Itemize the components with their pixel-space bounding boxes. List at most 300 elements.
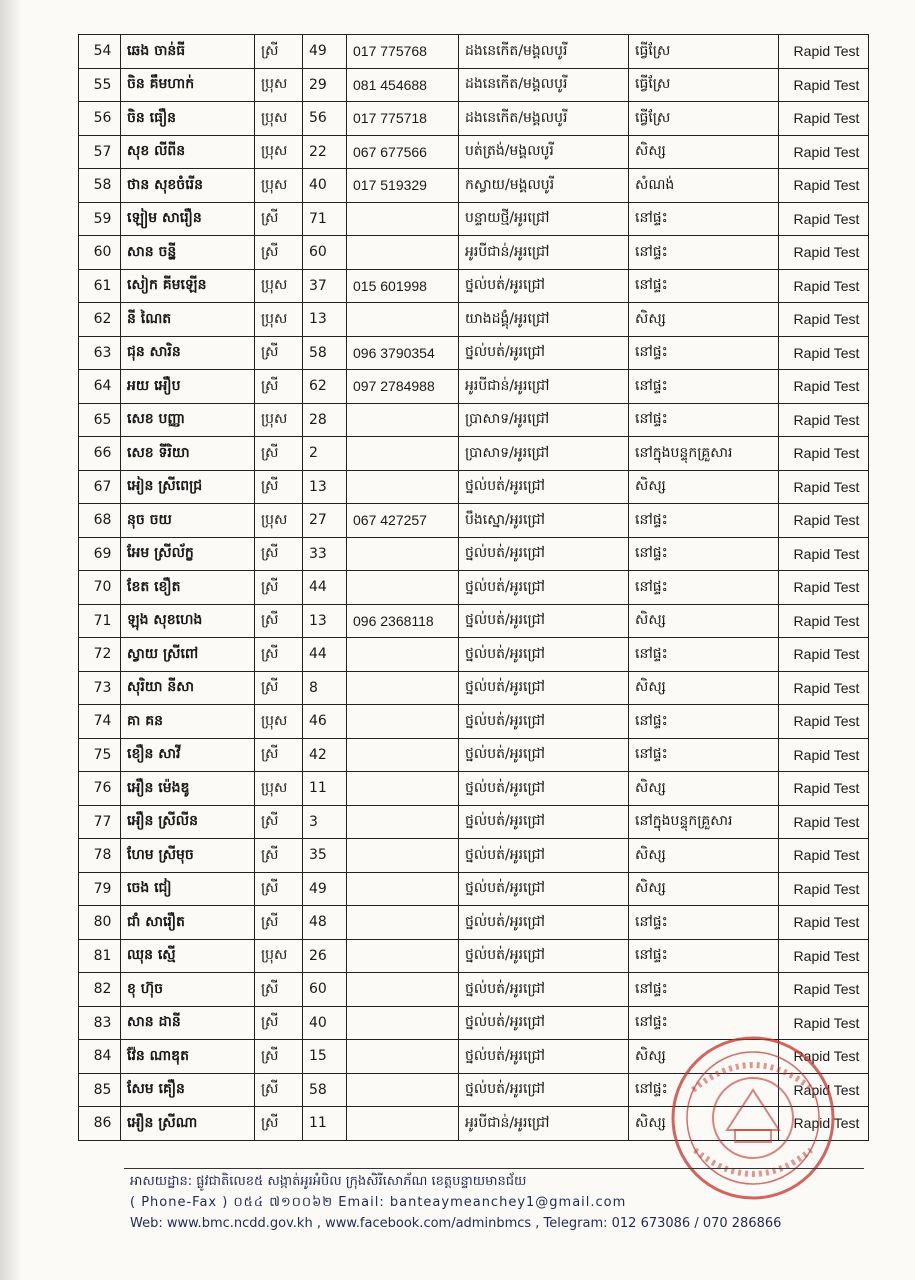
sex-cell: ស្រី bbox=[255, 1107, 303, 1141]
person-name: សាន ដានី bbox=[121, 1006, 255, 1040]
occupation-cell: សិស្ស bbox=[629, 1107, 779, 1141]
test-type-cell: Rapid Test bbox=[779, 805, 869, 839]
age-cell: 62 bbox=[303, 370, 347, 404]
address-cell: ថ្នល់បត់/អូរជ្រៅ bbox=[459, 571, 629, 605]
phone-cell: 067 677566 bbox=[347, 135, 459, 169]
person-name: សេខ ទីរិយា bbox=[121, 437, 255, 471]
test-type-cell: Rapid Test bbox=[779, 671, 869, 705]
table-row bbox=[79, 35, 869, 69]
person-name: ចេង ជៀ bbox=[121, 872, 255, 906]
address-cell: ដងនេកើត/មង្គលបូរី bbox=[459, 68, 629, 102]
address-cell: ថ្នល់បត់/អូរជ្រៅ bbox=[459, 537, 629, 571]
test-type-cell: Rapid Test bbox=[779, 504, 869, 538]
person-name: ចិន គឹមហាក់ bbox=[121, 68, 255, 102]
test-type-cell: Rapid Test bbox=[779, 370, 869, 404]
test-type-cell: Rapid Test bbox=[779, 705, 869, 739]
sex-cell: ស្រី bbox=[255, 839, 303, 873]
footer-phone-email: ( Phone-Fax ) ០៥៤ ៧១០០៦២ Email: banteaymeanchey1@gmail.com bbox=[130, 1195, 627, 1210]
sex-cell: ស្រី bbox=[255, 336, 303, 370]
test-type-cell: Rapid Test bbox=[779, 537, 869, 571]
table-row bbox=[79, 1073, 869, 1107]
row-number: 70 bbox=[79, 571, 121, 605]
age-cell: 49 bbox=[303, 35, 347, 69]
test-type-cell: Rapid Test bbox=[779, 470, 869, 504]
age-cell: 2 bbox=[303, 437, 347, 471]
sex-cell: ស្រី bbox=[255, 1040, 303, 1074]
occupation-cell: នៅផ្ទះ bbox=[629, 504, 779, 538]
row-number: 72 bbox=[79, 638, 121, 672]
test-type-cell: Rapid Test bbox=[779, 336, 869, 370]
row-number: 55 bbox=[79, 68, 121, 102]
occupation-cell: នៅផ្ទះ bbox=[629, 403, 779, 437]
age-cell: 60 bbox=[303, 973, 347, 1007]
table-row bbox=[79, 169, 869, 203]
sex-cell: ស្រី bbox=[255, 1073, 303, 1107]
table-row bbox=[79, 872, 869, 906]
test-type-cell: Rapid Test bbox=[779, 1107, 869, 1141]
address-cell: យាងដង្គុំ/អូរជ្រៅ bbox=[459, 303, 629, 337]
sex-cell: ប្រុស bbox=[255, 269, 303, 303]
age-cell: 11 bbox=[303, 1107, 347, 1141]
person-name: នុច ចយ bbox=[121, 504, 255, 538]
row-number: 65 bbox=[79, 403, 121, 437]
sex-cell: ស្រី bbox=[255, 805, 303, 839]
age-cell: 49 bbox=[303, 872, 347, 906]
occupation-cell: នៅផ្ទះ bbox=[629, 571, 779, 605]
test-type-cell: Rapid Test bbox=[779, 1073, 869, 1107]
sex-cell: ស្រី bbox=[255, 571, 303, 605]
occupation-cell: សិស្ស bbox=[629, 604, 779, 638]
table-row bbox=[79, 504, 869, 538]
address-cell: អូរបីជាន់/អូរជ្រៅ bbox=[459, 236, 629, 270]
phone-cell bbox=[347, 839, 459, 873]
occupation-cell: នៅផ្ទះ bbox=[629, 202, 779, 236]
age-cell: 71 bbox=[303, 202, 347, 236]
address-cell: ប្រាសាទ/អូរជ្រៅ bbox=[459, 403, 629, 437]
test-type-cell: Rapid Test bbox=[779, 102, 869, 136]
phone-cell bbox=[347, 303, 459, 337]
address-cell: បត់ត្រង់/មង្គលបូរី bbox=[459, 135, 629, 169]
person-name: អឿន ស្រីលីន bbox=[121, 805, 255, 839]
phone-cell bbox=[347, 1107, 459, 1141]
age-cell: 33 bbox=[303, 537, 347, 571]
occupation-cell: នៅផ្ទះ bbox=[629, 370, 779, 404]
person-name: សៀក គីមឡើន bbox=[121, 269, 255, 303]
address-cell: ថ្នល់បត់/អូរជ្រៅ bbox=[459, 973, 629, 1007]
test-type-cell: Rapid Test bbox=[779, 738, 869, 772]
table-row bbox=[79, 202, 869, 236]
person-name: នី ណៃត bbox=[121, 303, 255, 337]
sex-cell: ស្រី bbox=[255, 872, 303, 906]
occupation-cell: នៅផ្ទះ bbox=[629, 638, 779, 672]
table-row bbox=[79, 671, 869, 705]
person-name: ស្វាយ ស្រីពៅ bbox=[121, 638, 255, 672]
age-cell: 58 bbox=[303, 1073, 347, 1107]
test-type-cell: Rapid Test bbox=[779, 1006, 869, 1040]
phone-cell: 017 519329 bbox=[347, 169, 459, 203]
age-cell: 42 bbox=[303, 738, 347, 772]
person-name: សុខ លីពីន bbox=[121, 135, 255, 169]
row-number: 80 bbox=[79, 906, 121, 940]
occupation-cell: នៅផ្ទះ bbox=[629, 269, 779, 303]
age-cell: 44 bbox=[303, 638, 347, 672]
phone-cell bbox=[347, 772, 459, 806]
sex-cell: ប្រុស bbox=[255, 504, 303, 538]
table-row bbox=[79, 303, 869, 337]
person-name: ខឿន សាវី bbox=[121, 738, 255, 772]
phone-cell bbox=[347, 973, 459, 1007]
phone-cell bbox=[347, 671, 459, 705]
row-number: 58 bbox=[79, 169, 121, 203]
table-row bbox=[79, 604, 869, 638]
age-cell: 15 bbox=[303, 1040, 347, 1074]
test-type-cell: Rapid Test bbox=[779, 269, 869, 303]
occupation-cell: នៅផ្ទះ bbox=[629, 1006, 779, 1040]
phone-cell: 096 2368118 bbox=[347, 604, 459, 638]
person-name: សាន ចន្ធ្នី bbox=[121, 236, 255, 270]
row-number: 85 bbox=[79, 1073, 121, 1107]
phone-cell bbox=[347, 403, 459, 437]
address-cell: បឹងស្នោ/អូរជ្រៅ bbox=[459, 504, 629, 538]
sex-cell: ប្រុស bbox=[255, 705, 303, 739]
occupation-cell: សិស្ស bbox=[629, 839, 779, 873]
phone-cell: 097 2784988 bbox=[347, 370, 459, 404]
age-cell: 27 bbox=[303, 504, 347, 538]
footer-address: អាសយដ្ឋាន: ផ្លូវជាតិលេខ៥ សង្កាត់អូរអំបិល ក្រុងសិរីសោភ័ណ ខេត្តបន្ទាយមានជ័យ bbox=[130, 1174, 527, 1189]
occupation-cell: សិស្ស bbox=[629, 872, 779, 906]
test-type-cell: Rapid Test bbox=[779, 403, 869, 437]
table-row bbox=[79, 102, 869, 136]
phone-cell bbox=[347, 638, 459, 672]
table-body bbox=[79, 35, 869, 1141]
person-name: អយ អឿប bbox=[121, 370, 255, 404]
occupation-cell: សិស្ស bbox=[629, 671, 779, 705]
phone-cell bbox=[347, 1006, 459, 1040]
age-cell: 28 bbox=[303, 403, 347, 437]
test-type-cell: Rapid Test bbox=[779, 939, 869, 973]
test-type-cell: Rapid Test bbox=[779, 872, 869, 906]
phone-cell: 017 775718 bbox=[347, 102, 459, 136]
row-number: 54 bbox=[79, 35, 121, 69]
page-shadow bbox=[0, 0, 22, 1280]
row-number: 77 bbox=[79, 805, 121, 839]
address-cell: កស្វាយ/មង្គលបូរី bbox=[459, 169, 629, 203]
address-cell: ប្រាសាទ/អូរជ្រៅ bbox=[459, 437, 629, 471]
address-cell: ថ្នល់បត់/អូរជ្រៅ bbox=[459, 671, 629, 705]
address-cell: ថ្នល់បត់/អូរជ្រៅ bbox=[459, 772, 629, 806]
row-number: 79 bbox=[79, 872, 121, 906]
age-cell: 44 bbox=[303, 571, 347, 605]
test-type-cell: Rapid Test bbox=[779, 169, 869, 203]
table-row bbox=[79, 738, 869, 772]
address-cell: បន្ទាយថ្មី/អូរជ្រៅ bbox=[459, 202, 629, 236]
age-cell: 22 bbox=[303, 135, 347, 169]
age-cell: 40 bbox=[303, 169, 347, 203]
table-row bbox=[79, 336, 869, 370]
test-type-cell: Rapid Test bbox=[779, 772, 869, 806]
row-number: 83 bbox=[79, 1006, 121, 1040]
person-name: អែម ស្រីល័ក្ខ bbox=[121, 537, 255, 571]
person-name: ខុ ហ៊ុច bbox=[121, 973, 255, 1007]
occupation-cell: នៅក្នុងបន្ទុកគ្រួសារ bbox=[629, 805, 779, 839]
age-cell: 8 bbox=[303, 671, 347, 705]
age-cell: 48 bbox=[303, 906, 347, 940]
table-row bbox=[79, 571, 869, 605]
table-row bbox=[79, 269, 869, 303]
table-row bbox=[79, 470, 869, 504]
phone-cell: 015 601998 bbox=[347, 269, 459, 303]
occupation-cell: នៅផ្ទះ bbox=[629, 973, 779, 1007]
person-name: អឿន ស្រីណា bbox=[121, 1107, 255, 1141]
address-cell: ថ្នល់បត់/អូរជ្រៅ bbox=[459, 336, 629, 370]
row-number: 64 bbox=[79, 370, 121, 404]
sex-cell: ស្រី bbox=[255, 906, 303, 940]
phone-cell bbox=[347, 202, 459, 236]
person-name: សុរិយា នីសា bbox=[121, 671, 255, 705]
row-number: 84 bbox=[79, 1040, 121, 1074]
sex-cell: ស្រី bbox=[255, 973, 303, 1007]
address-cell: ថ្នល់បត់/អូរជ្រៅ bbox=[459, 1040, 629, 1074]
person-name: ខែត ខឿត bbox=[121, 571, 255, 605]
address-cell: ថ្នល់បត់/អូរជ្រៅ bbox=[459, 872, 629, 906]
address-cell: អូរបីជាន់/អូរជ្រៅ bbox=[459, 1107, 629, 1141]
age-cell: 46 bbox=[303, 705, 347, 739]
age-cell: 29 bbox=[303, 68, 347, 102]
address-cell: ថ្នល់បត់/អូរជ្រៅ bbox=[459, 604, 629, 638]
row-number: 66 bbox=[79, 437, 121, 471]
sex-cell: ស្រី bbox=[255, 1006, 303, 1040]
occupation-cell: នៅផ្ទះ bbox=[629, 738, 779, 772]
table-row bbox=[79, 1107, 869, 1141]
sex-cell: ប្រុស bbox=[255, 102, 303, 136]
sex-cell: ស្រី bbox=[255, 671, 303, 705]
phone-cell bbox=[347, 805, 459, 839]
row-number: 62 bbox=[79, 303, 121, 337]
person-name: ហែម ស្រីមុច bbox=[121, 839, 255, 873]
row-number: 56 bbox=[79, 102, 121, 136]
occupation-cell: សិស្ស bbox=[629, 303, 779, 337]
age-cell: 3 bbox=[303, 805, 347, 839]
row-number: 71 bbox=[79, 604, 121, 638]
occupation-cell: ធ្វើស្រែ bbox=[629, 68, 779, 102]
person-name: ឆេង ចាន់ធី bbox=[121, 35, 255, 69]
age-cell: 13 bbox=[303, 604, 347, 638]
address-cell: ថ្នល់បត់/អូរជ្រៅ bbox=[459, 705, 629, 739]
row-number: 69 bbox=[79, 537, 121, 571]
table-row bbox=[79, 68, 869, 102]
phone-cell: 096 3790354 bbox=[347, 336, 459, 370]
row-number: 76 bbox=[79, 772, 121, 806]
sex-cell: ស្រី bbox=[255, 537, 303, 571]
address-cell: ថ្នល់បត់/អូរជ្រៅ bbox=[459, 269, 629, 303]
table-row bbox=[79, 1006, 869, 1040]
test-type-cell: Rapid Test bbox=[779, 839, 869, 873]
address-cell: ថ្នល់បត់/អូរជ្រៅ bbox=[459, 1073, 629, 1107]
occupation-cell: សិស្ស bbox=[629, 135, 779, 169]
sex-cell: ប្រុស bbox=[255, 68, 303, 102]
row-number: 61 bbox=[79, 269, 121, 303]
address-cell: ថ្នល់បត់/អូរជ្រៅ bbox=[459, 839, 629, 873]
row-number: 82 bbox=[79, 973, 121, 1007]
occupation-cell: នៅផ្ទះ bbox=[629, 939, 779, 973]
age-cell: 13 bbox=[303, 470, 347, 504]
test-type-cell: Rapid Test bbox=[779, 1040, 869, 1074]
age-cell: 58 bbox=[303, 336, 347, 370]
table-row bbox=[79, 839, 869, 873]
row-number: 59 bbox=[79, 202, 121, 236]
age-cell: 37 bbox=[303, 269, 347, 303]
test-type-cell: Rapid Test bbox=[779, 571, 869, 605]
occupation-cell: នៅផ្ទះ bbox=[629, 236, 779, 270]
test-type-cell: Rapid Test bbox=[779, 303, 869, 337]
row-number: 63 bbox=[79, 336, 121, 370]
sex-cell: ស្រី bbox=[255, 35, 303, 69]
address-cell: ថ្នល់បត់/អូរជ្រៅ bbox=[459, 906, 629, 940]
patient-table bbox=[78, 34, 869, 1141]
person-name: ជាំ សារឿត bbox=[121, 906, 255, 940]
phone-cell bbox=[347, 738, 459, 772]
occupation-cell: ធ្វើស្រែ bbox=[629, 35, 779, 69]
address-cell: ថ្នល់បត់/អូរជ្រៅ bbox=[459, 638, 629, 672]
age-cell: 60 bbox=[303, 236, 347, 270]
age-cell: 11 bbox=[303, 772, 347, 806]
occupation-cell: នៅផ្ទះ bbox=[629, 1073, 779, 1107]
age-cell: 40 bbox=[303, 1006, 347, 1040]
sex-cell: ស្រី bbox=[255, 604, 303, 638]
row-number: 57 bbox=[79, 135, 121, 169]
person-name: ឈុន ស្មើ bbox=[121, 939, 255, 973]
occupation-cell: សំណង់ bbox=[629, 169, 779, 203]
test-type-cell: Rapid Test bbox=[779, 638, 869, 672]
address-cell: អូរបីជាន់/អូរជ្រៅ bbox=[459, 370, 629, 404]
occupation-cell: នៅផ្ទះ bbox=[629, 906, 779, 940]
table-row bbox=[79, 236, 869, 270]
address-cell: ថ្នល់បត់/អូរជ្រៅ bbox=[459, 738, 629, 772]
test-type-cell: Rapid Test bbox=[779, 35, 869, 69]
person-name: គា គន bbox=[121, 705, 255, 739]
table-row bbox=[79, 805, 869, 839]
table-row bbox=[79, 772, 869, 806]
row-number: 75 bbox=[79, 738, 121, 772]
sex-cell: ស្រី bbox=[255, 370, 303, 404]
table-row bbox=[79, 437, 869, 471]
row-number: 60 bbox=[79, 236, 121, 270]
person-name: អៀន ស្រីពេជ្រ bbox=[121, 470, 255, 504]
test-type-cell: Rapid Test bbox=[779, 202, 869, 236]
table-row bbox=[79, 705, 869, 739]
address-cell: ថ្នល់បត់/អូរជ្រៅ bbox=[459, 1006, 629, 1040]
table-row bbox=[79, 403, 869, 437]
test-type-cell: Rapid Test bbox=[779, 906, 869, 940]
table-row bbox=[79, 973, 869, 1007]
footer-web-links: Web: www.bmc.ncdd.gov.kh , www.facebook.com/adminbmcs , Telegram: 012 673086 / 070 286866 bbox=[130, 1216, 782, 1231]
age-cell: 56 bbox=[303, 102, 347, 136]
phone-cell bbox=[347, 470, 459, 504]
test-type-cell: Rapid Test bbox=[779, 236, 869, 270]
person-name: ចិន ធឿន bbox=[121, 102, 255, 136]
sex-cell: ប្រុស bbox=[255, 169, 303, 203]
sex-cell: ប្រុស bbox=[255, 303, 303, 337]
phone-cell bbox=[347, 705, 459, 739]
row-number: 81 bbox=[79, 939, 121, 973]
occupation-cell: នៅផ្ទះ bbox=[629, 537, 779, 571]
age-cell: 13 bbox=[303, 303, 347, 337]
age-cell: 35 bbox=[303, 839, 347, 873]
test-type-cell: Rapid Test bbox=[779, 604, 869, 638]
sex-cell: ស្រី bbox=[255, 202, 303, 236]
sex-cell: ប្រុស bbox=[255, 403, 303, 437]
footer-divider bbox=[124, 1168, 864, 1169]
row-number: 67 bbox=[79, 470, 121, 504]
address-cell: ថ្នល់បត់/អូរជ្រៅ bbox=[459, 805, 629, 839]
person-name: វ៉ែន ណាឌុត bbox=[121, 1040, 255, 1074]
person-name: សែម គឿន bbox=[121, 1073, 255, 1107]
sex-cell: ស្រី bbox=[255, 236, 303, 270]
phone-cell bbox=[347, 872, 459, 906]
table-row bbox=[79, 906, 869, 940]
sex-cell: ស្រី bbox=[255, 470, 303, 504]
phone-cell: 067 427257 bbox=[347, 504, 459, 538]
sex-cell: ប្រុស bbox=[255, 135, 303, 169]
table-row bbox=[79, 939, 869, 973]
test-type-cell: Rapid Test bbox=[779, 135, 869, 169]
phone-cell bbox=[347, 1073, 459, 1107]
phone-cell bbox=[347, 1040, 459, 1074]
table-row bbox=[79, 1040, 869, 1074]
phone-cell bbox=[347, 571, 459, 605]
phone-cell bbox=[347, 939, 459, 973]
test-type-cell: Rapid Test bbox=[779, 68, 869, 102]
person-name: ឡៀម សារឿន bbox=[121, 202, 255, 236]
occupation-cell: នៅផ្ទះ bbox=[629, 336, 779, 370]
sex-cell: ប្រុស bbox=[255, 772, 303, 806]
letterhead-footer bbox=[130, 1168, 870, 1234]
person-name: ថាន សុខចំរើន bbox=[121, 169, 255, 203]
sex-cell: ស្រី bbox=[255, 437, 303, 471]
test-type-cell: Rapid Test bbox=[779, 973, 869, 1007]
occupation-cell: សិស្ស bbox=[629, 772, 779, 806]
occupation-cell: ធ្វើស្រែ bbox=[629, 102, 779, 136]
occupation-cell: សិស្ស bbox=[629, 1040, 779, 1074]
table-row bbox=[79, 537, 869, 571]
occupation-cell: នៅផ្ទះ bbox=[629, 705, 779, 739]
age-cell: 26 bbox=[303, 939, 347, 973]
address-cell: ដងនេកើត/មង្គលបូរី bbox=[459, 35, 629, 69]
phone-cell bbox=[347, 537, 459, 571]
occupation-cell: នៅក្នុងបន្ទុកគ្រួសារ bbox=[629, 437, 779, 471]
sex-cell: ស្រី bbox=[255, 738, 303, 772]
row-number: 74 bbox=[79, 705, 121, 739]
row-number: 86 bbox=[79, 1107, 121, 1141]
test-type-cell: Rapid Test bbox=[779, 437, 869, 471]
person-name: អឿន ម៉េងឌូ bbox=[121, 772, 255, 806]
address-cell: ដងនេកើត/មង្គលបូរី bbox=[459, 102, 629, 136]
person-name: សេខ បញ្ញា bbox=[121, 403, 255, 437]
row-number: 68 bbox=[79, 504, 121, 538]
phone-cell: 081 454688 bbox=[347, 68, 459, 102]
phone-cell bbox=[347, 236, 459, 270]
row-number: 73 bbox=[79, 671, 121, 705]
row-number: 78 bbox=[79, 839, 121, 873]
table-row bbox=[79, 370, 869, 404]
address-cell: ថ្នល់បត់/អូរជ្រៅ bbox=[459, 470, 629, 504]
phone-cell bbox=[347, 437, 459, 471]
sex-cell: ប្រុស bbox=[255, 939, 303, 973]
address-cell: ថ្នល់បត់/អូរជ្រៅ bbox=[459, 939, 629, 973]
sex-cell: ស្រី bbox=[255, 638, 303, 672]
phone-cell: 017 775768 bbox=[347, 35, 459, 69]
phone-cell bbox=[347, 906, 459, 940]
